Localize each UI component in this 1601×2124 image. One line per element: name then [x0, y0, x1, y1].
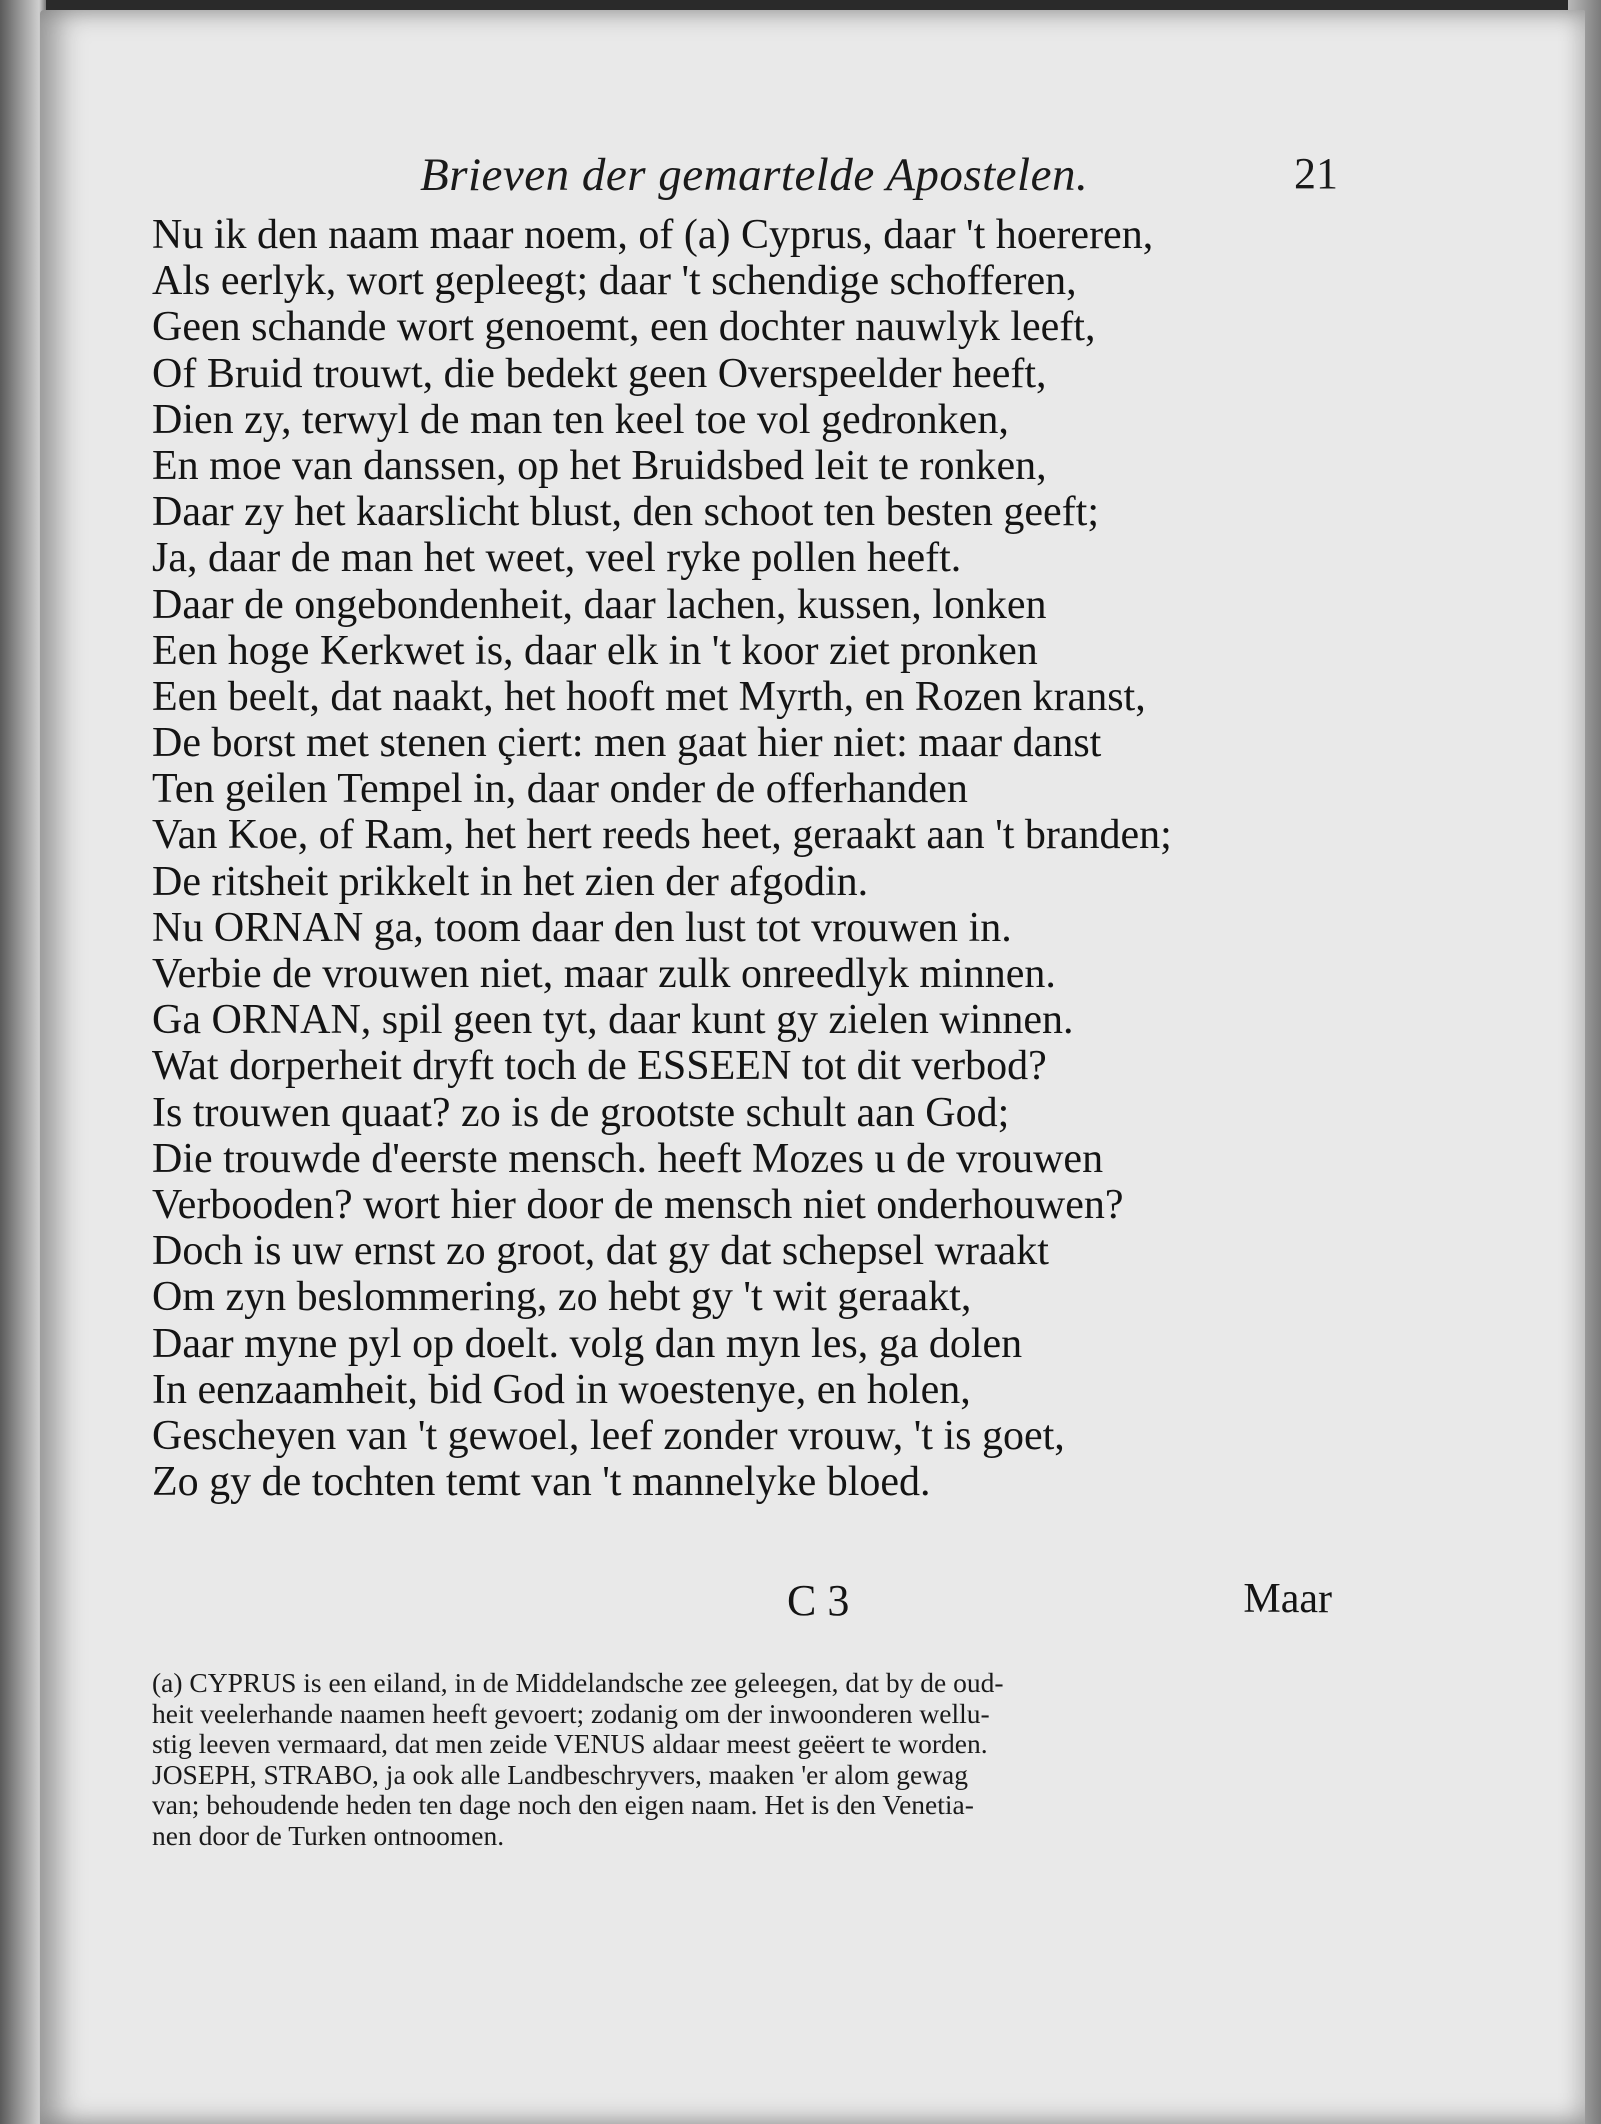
- signature-mark: C 3: [787, 1576, 850, 1625]
- verse-line: Dien zy, terwyl de man ten keel toe vol gedronken,: [152, 396, 1009, 443]
- footnote-line: van; behoudende heden ten dage noch den eigen naam. Het is den Venetia-: [152, 1789, 974, 1820]
- page-header: [420, 148, 1338, 208]
- verse-line: Daar de ongebondenheit, daar lachen, kussen, lonken: [152, 581, 1047, 628]
- page-number: 21: [1294, 149, 1338, 198]
- verse-line: De borst met stenen çiert: men gaat hier niet: maar danst: [152, 720, 1102, 767]
- verse-line: De ritsheit prikkelt in het zien der afgodin.: [152, 858, 869, 905]
- footnote-line: nen door de Turken ontnoomen.: [152, 1819, 505, 1851]
- verse-line: Verbooden? wort hier door de mensch niet onderhouwen?: [152, 1181, 1124, 1228]
- footnote: [152, 1668, 1332, 1851]
- verse-line: Wat dorperheit dryft toch de ESSEEN tot dit verbod?: [152, 1043, 1047, 1090]
- verse-line: Van Koe, of Ram, het hert reeds heet, geraakt aan 't branden;: [152, 812, 1172, 859]
- footnote-line: heit veelerhande naamen heeft gevoert; zodanig om der inwoonderen wellu-: [152, 1697, 990, 1729]
- verse-line: Een hoge Kerkwet is, daar elk in 't koor ziet pronken: [152, 627, 1038, 674]
- verse-line: Nu ik den naam maar noem, of (a) Cyprus, daar 't hoereren,: [152, 212, 1154, 258]
- verse-text: [152, 212, 1332, 1505]
- page-footer: [152, 1575, 1332, 1631]
- running-title: Brieven der gemartelde Apostelen.: [420, 149, 1089, 201]
- verse-line: Zo gy de tochten temt van 't mannelyke bloed.: [152, 1459, 931, 1506]
- verse-line: En moe van danssen, op het Bruidsbed leit te ronken,: [152, 442, 1047, 489]
- verse-line: Nu ORNAN ga, toom daar den lust tot vrouwen in.: [152, 904, 1012, 951]
- verse-line: Daar myne pyl op doelt. volg dan myn les, ga dolen: [152, 1320, 1023, 1367]
- verse-line: Geen schande wort genoemt, een dochter nauwlyk leeft,: [152, 304, 1096, 351]
- verse-line: In eenzaamheit, bid God in woestenye, en holen,: [152, 1366, 971, 1413]
- verse-line: Als eerlyk, wort gepleegt; daar 't schendige schofferen,: [152, 258, 1077, 305]
- verse-line: Daar zy het kaarslicht blust, den schoot ten besten geeft;: [152, 489, 1100, 536]
- footnote-line: JOSEPH, STRABO, ja ook alle Landbeschryvers, maaken 'er alom gewag: [152, 1758, 969, 1790]
- catchword: Maar: [1243, 1576, 1332, 1622]
- verse-line: Ga ORNAN, spil geen tyt, daar kunt gy zielen winnen.: [152, 997, 1074, 1044]
- verse-line: Om zyn beslommering, zo hebt gy 't wit geraakt,: [152, 1274, 972, 1321]
- verse-line: Is trouwen quaat? zo is de grootste schult aan God;: [152, 1089, 1010, 1136]
- footnote-line: stig leeven vermaard, dat men zeide VENUS aldaar meest geëert te worden.: [152, 1728, 988, 1759]
- verse-line: Ja, daar de man het weet, veel ryke pollen heeft.: [152, 535, 962, 582]
- verse-line: Doch is uw ernst zo groot, dat gy dat schepsel wraakt: [152, 1228, 1049, 1275]
- verse-line: Een beelt, dat naakt, het hooft met Myrth, en Rozen kranst,: [152, 673, 1146, 720]
- verse-line: Ten geilen Tempel in, daar onder de offerhanden: [152, 766, 968, 813]
- verse-line: Verbie de vrouwen niet, maar zulk onreedlyk minnen.: [152, 951, 1056, 997]
- verse-line: Die trouwde d'eerste mensch. heeft Mozes u de vrouwen: [152, 1135, 1104, 1182]
- verse-line: Of Bruid trouwt, die bedekt geen Overspeelder heeft,: [152, 350, 1047, 397]
- verse-line: Gescheyen van 't gewoel, leef zonder vrouw, 't is goet,: [152, 1412, 1065, 1459]
- footnote-line: (a) CYPRUS is een eiland, in de Middelandsche zee geleegen, dat by de oud-: [152, 1667, 1004, 1698]
